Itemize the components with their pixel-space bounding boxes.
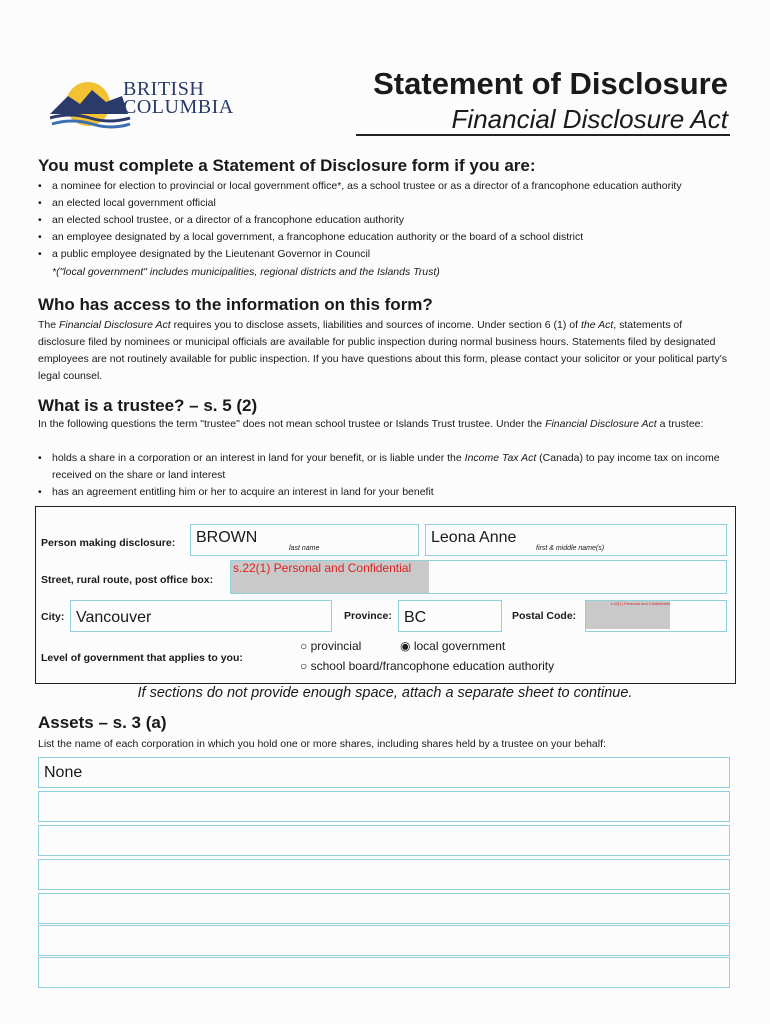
- asset-row[interactable]: [38, 957, 730, 988]
- option-school-board[interactable]: [300, 659, 554, 673]
- street-redaction: s.22(1) Personal and Confidential: [231, 561, 429, 593]
- city-value: Vancouver: [76, 609, 152, 626]
- first-name-field[interactable]: [425, 524, 727, 556]
- option-local-government[interactable]: [400, 639, 505, 653]
- list-item: • has an agreement entitling him or her to acquire an interest in land for your benefit: [38, 484, 728, 501]
- form-subtitle: Financial Disclosure Act: [451, 104, 728, 134]
- provincial-radio[interactable]: ○: [300, 639, 308, 653]
- section-trustee-heading: What is a trustee? – s. 5 (2): [38, 396, 258, 415]
- city-field[interactable]: [70, 600, 332, 632]
- access-paragraph: The Financial Disclosure Act requires you to disclose assets, liabilities and sources of income. Under section 6 (1) of the Act, statements of disclosure filed by nominees or municipal officials are available for public inspection during normal business hours. Statements filed by designated employees are not routinely available for public inspection. If you have questions about this form, please contact your solicitor or your political party's legal counsel.: [38, 319, 727, 382]
- continue-note: If sections do not provide enough space, attach a separate sheet to continue.: [137, 685, 633, 701]
- logo-line-1: BRITISH: [123, 78, 205, 100]
- logo-line-2: COLUMBIA: [123, 96, 234, 118]
- street-address-field[interactable]: [230, 560, 727, 594]
- first-name-value: Leona Anne: [431, 529, 517, 546]
- province-field[interactable]: [398, 600, 502, 632]
- first-name-caption: first & middle name(s): [536, 545, 605, 552]
- list-item: • an elected school trustee, or a director of a francophone education authority: [38, 212, 738, 229]
- local-government-footnote: *("local government" includes municipalities, regional districts and the Islands Trust): [52, 266, 440, 278]
- postal-code-field[interactable]: [585, 600, 727, 632]
- asset-row[interactable]: [38, 757, 730, 788]
- trustee-paragraph: In the following questions the term "trustee" does not mean school trustee or Islands Trust trustee. Under the Financial Disclosure Act a trustee:: [38, 418, 704, 430]
- list-item: • a public employee designated by the Lieutenant Governor in Council: [38, 246, 738, 263]
- logo-wordmark: [123, 80, 234, 116]
- postal-code-redaction: s.22(1) Personal and Confidential: [586, 601, 670, 629]
- list-item: • an employee designated by a local government, a francophone education authority or the board of a school district: [38, 229, 738, 246]
- assets-heading: Assets – s. 3 (a): [38, 713, 167, 732]
- asset-row[interactable]: [38, 925, 730, 956]
- asset-row-value: None: [44, 764, 83, 781]
- province-label: Province:: [344, 610, 392, 622]
- last-name-caption: last name: [289, 545, 320, 552]
- person-making-disclosure-label: Person making disclosure:: [41, 537, 176, 549]
- section-access-heading: Who has access to the information on this form?: [38, 295, 433, 314]
- last-name-field[interactable]: [190, 524, 419, 556]
- eligibility-list: [38, 178, 738, 263]
- title-divider: [356, 134, 730, 136]
- last-name-value: BROWN: [196, 529, 258, 546]
- trustee-list: [38, 450, 728, 501]
- street-address-label: Street, rural route, post office box:: [41, 574, 214, 586]
- option-provincial[interactable]: [300, 639, 361, 653]
- asset-row[interactable]: [38, 825, 730, 856]
- form-title: Statement of Disclosure: [373, 66, 728, 101]
- list-item: • a nominee for election to provincial or local government office*, as a school trustee or as a director of a francophone education authority: [38, 178, 738, 195]
- asset-row[interactable]: [38, 791, 730, 822]
- asset-row[interactable]: [38, 893, 730, 924]
- asset-row[interactable]: [38, 859, 730, 890]
- list-item: • an elected local government official: [38, 195, 738, 212]
- local-government-label: local government: [413, 639, 506, 653]
- school-board-label: school board/francophone education authority: [310, 659, 555, 673]
- province-value: BC: [404, 609, 427, 626]
- city-label: City:: [41, 611, 65, 623]
- school-board-radio[interactable]: ○: [300, 659, 308, 673]
- local-government-radio[interactable]: ◉: [400, 639, 411, 653]
- assets-instruction: List the name of each corporation in which you hold one or more shares, including shares held by a trustee on your behalf:: [38, 738, 606, 750]
- postal-code-label: Postal Code:: [512, 610, 577, 622]
- government-level-label: Level of government that applies to you:: [41, 652, 243, 664]
- list-item: • holds a share in a corporation or an interest in land for your benefit, or is liable under the Income Tax Act (Canada) to pay income tax on income received on the share or land interest: [38, 450, 728, 484]
- section-who-must-complete-heading: You must complete a Statement of Disclosure form if you are:: [38, 156, 536, 175]
- provincial-label: provincial: [310, 639, 362, 653]
